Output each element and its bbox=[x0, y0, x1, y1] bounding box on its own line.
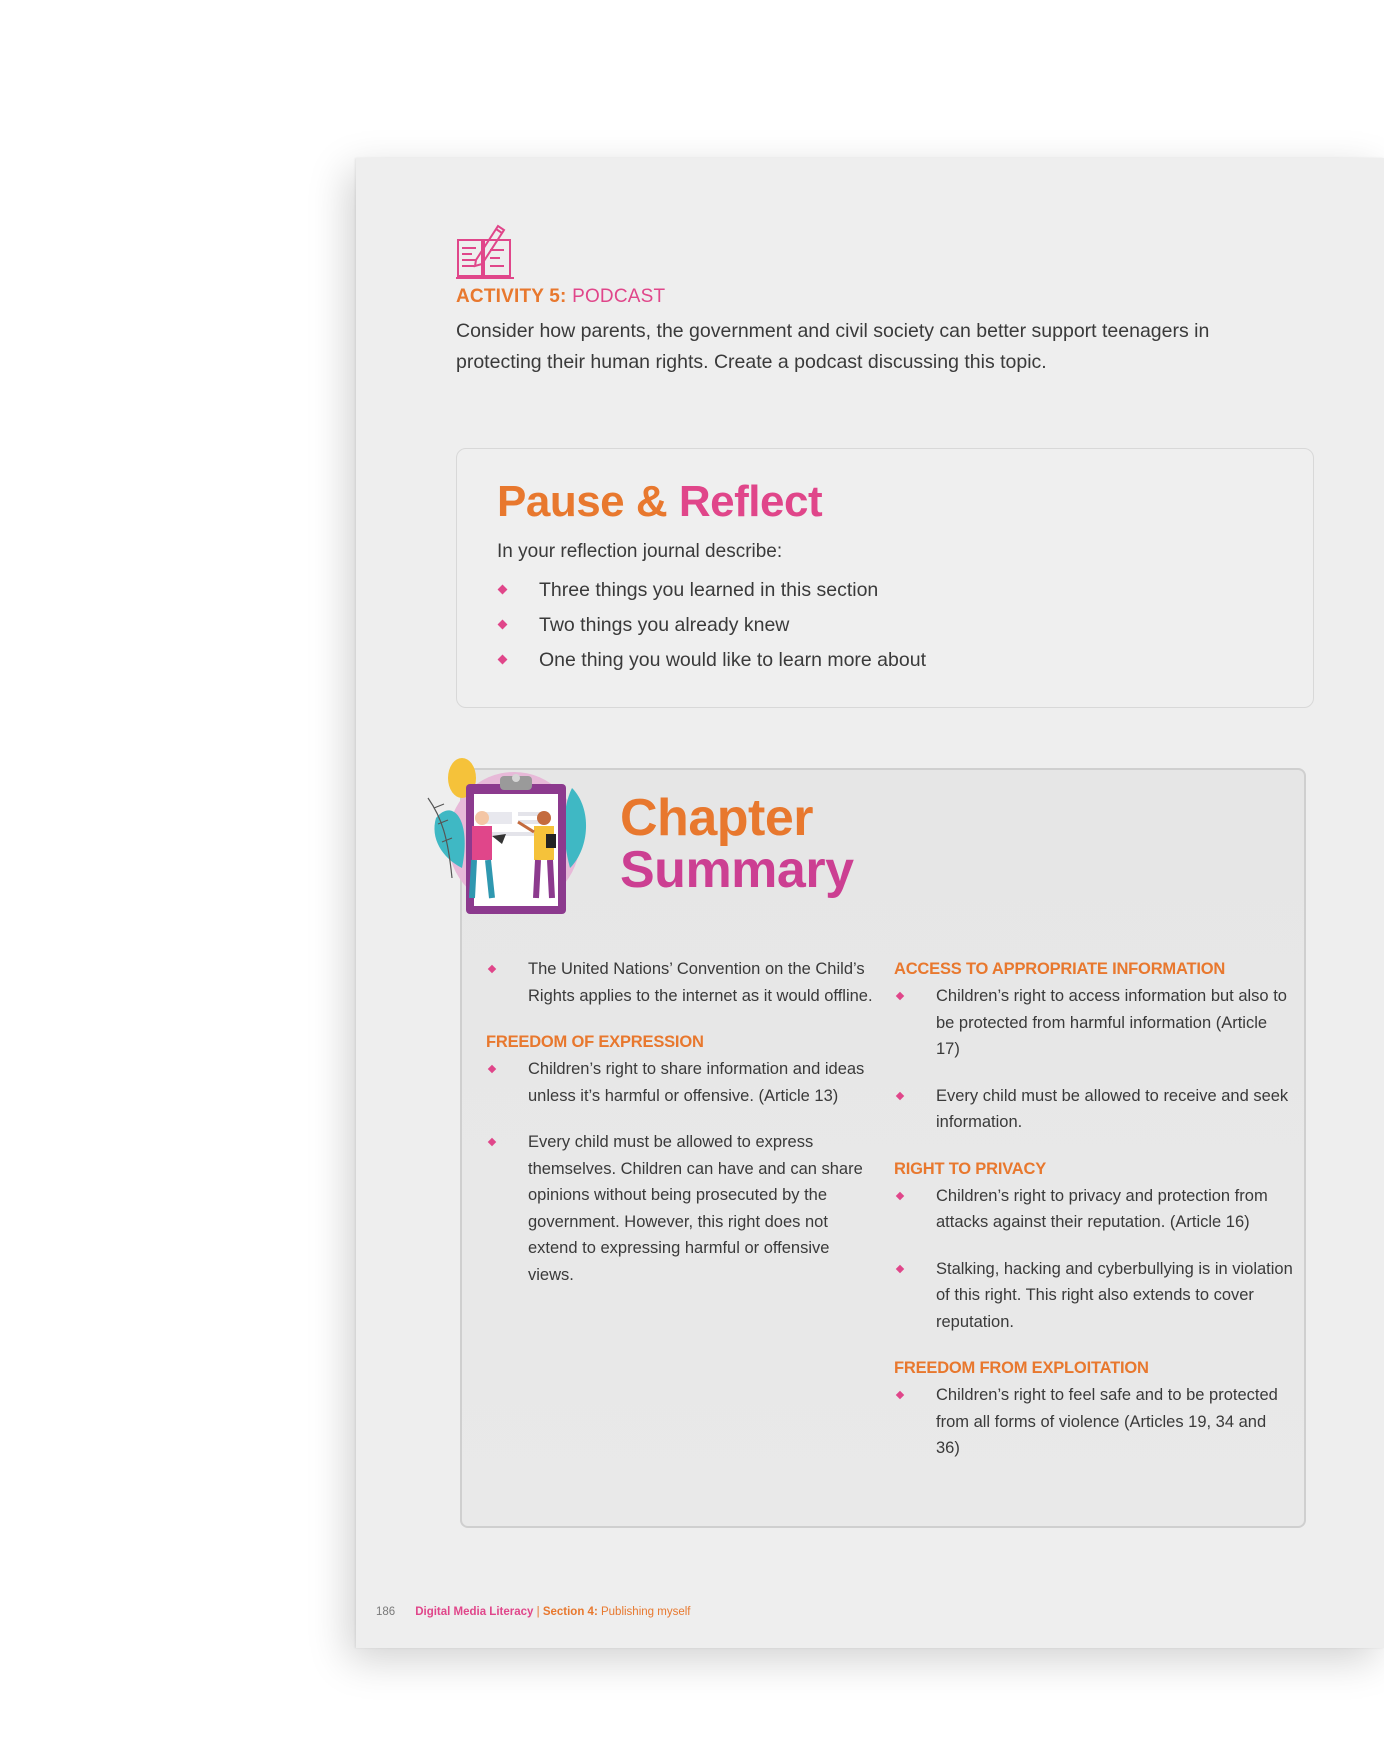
summary-item bbox=[894, 1083, 1294, 1136]
summary-item bbox=[894, 1183, 1294, 1236]
diamond-bullet-icon bbox=[896, 992, 904, 1000]
summary-item bbox=[894, 1382, 1294, 1462]
summary-item bbox=[486, 1056, 876, 1109]
reflect-item-text: Two things you already knew bbox=[539, 614, 790, 636]
diamond-bullet-icon bbox=[498, 620, 508, 630]
reflect-title bbox=[497, 477, 822, 527]
diamond-bullet-icon bbox=[488, 1138, 496, 1146]
reflect-title-part1: Pause & bbox=[497, 477, 679, 526]
summary-item-text: Children’s right to access information but also to be protected from harmful information (Article 17) bbox=[936, 987, 1287, 1058]
diamond-bullet-icon bbox=[488, 965, 496, 973]
reflect-item-text: Three things you learned in this section bbox=[539, 579, 879, 601]
summary-item-text: Every child must be allowed to receive and seek information. bbox=[936, 1086, 1289, 1131]
diamond-bullet-icon bbox=[896, 1091, 904, 1099]
activity-title bbox=[456, 286, 665, 308]
summary-item-text: Children’s right to share information and ideas unless it’s harmful or offensive. (Article 13) bbox=[528, 1060, 865, 1105]
activity-label: ACTIVITY 5: bbox=[456, 286, 567, 307]
diamond-bullet-icon bbox=[498, 655, 508, 665]
summary-left-column bbox=[486, 956, 876, 1308]
page-footer bbox=[376, 1606, 690, 1618]
diamond-bullet-icon bbox=[896, 1391, 904, 1399]
summary-item-text: The United Nations’ Convention on the Child’s Rights applies to the internet as it would offline. bbox=[528, 960, 873, 1005]
diamond-bullet-icon bbox=[498, 585, 508, 595]
reflect-item bbox=[497, 647, 926, 682]
summary-item-text: Children’s right to feel safe and to be protected from all forms of violence (Articles 19, 34 and 36) bbox=[936, 1386, 1278, 1457]
pause-reflect-box bbox=[456, 448, 1314, 708]
section-heading: ACCESS TO APPROPRIATE INFORMATION bbox=[894, 960, 1226, 978]
summary-item bbox=[894, 983, 1294, 1063]
summary-item bbox=[486, 956, 876, 1009]
book-page bbox=[356, 158, 1384, 1648]
section-heading: FREEDOM OF EXPRESSION bbox=[486, 1033, 704, 1051]
footer-book-title: Digital Media Literacy bbox=[415, 1606, 534, 1618]
reflect-intro: In your reflection journal describe: bbox=[497, 541, 783, 562]
summary-item-text: Every child must be allowed to express themselves. Children can have and can share opinions without being prosecuted by the government. However, this right does not extend to expressing harmful or offensive views. bbox=[528, 1133, 863, 1284]
reflect-item bbox=[497, 577, 926, 612]
reflect-list bbox=[497, 577, 926, 682]
summary-item bbox=[486, 1129, 876, 1288]
footer-section-name: Publishing myself bbox=[597, 1606, 691, 1618]
journal-pencil-icon bbox=[454, 220, 516, 282]
reflect-item-text: One thing you would like to learn more about bbox=[539, 649, 926, 671]
diamond-bullet-icon bbox=[896, 1191, 904, 1199]
activity-description: Consider how parents, the government and civil society can better support teenagers in protecting their human rights. Create a podcast discussing this topic. bbox=[456, 320, 1210, 373]
summary-item-text: Stalking, hacking and cyberbullying is in violation of this right. This right also extends to cover reputation. bbox=[936, 1259, 1293, 1331]
summary-right-column bbox=[894, 956, 1294, 1482]
clipboard-people-illustration bbox=[422, 758, 612, 934]
summary-title-line1: Chapter bbox=[620, 789, 813, 847]
summary-title-line2: Summary bbox=[620, 841, 854, 899]
diamond-bullet-icon bbox=[896, 1264, 904, 1272]
diamond-bullet-icon bbox=[488, 1065, 496, 1073]
footer-section-label: Section 4: bbox=[542, 1606, 598, 1618]
section-heading: FREEDOM FROM EXPLOITATION bbox=[894, 1359, 1149, 1377]
reflect-title-part2: Reflect bbox=[678, 477, 823, 526]
summary-item bbox=[894, 1256, 1294, 1336]
footer-separator: | bbox=[533, 1606, 543, 1618]
section-heading: RIGHT TO PRIVACY bbox=[894, 1159, 1047, 1178]
summary-item-text: Children’s right to privacy and protection from attacks against their reputation. (Article 16) bbox=[936, 1186, 1268, 1231]
page-number: 186 bbox=[376, 1606, 396, 1618]
reflect-item bbox=[497, 612, 926, 647]
summary-title bbox=[620, 789, 854, 899]
activity-name: PODCAST bbox=[572, 286, 666, 307]
